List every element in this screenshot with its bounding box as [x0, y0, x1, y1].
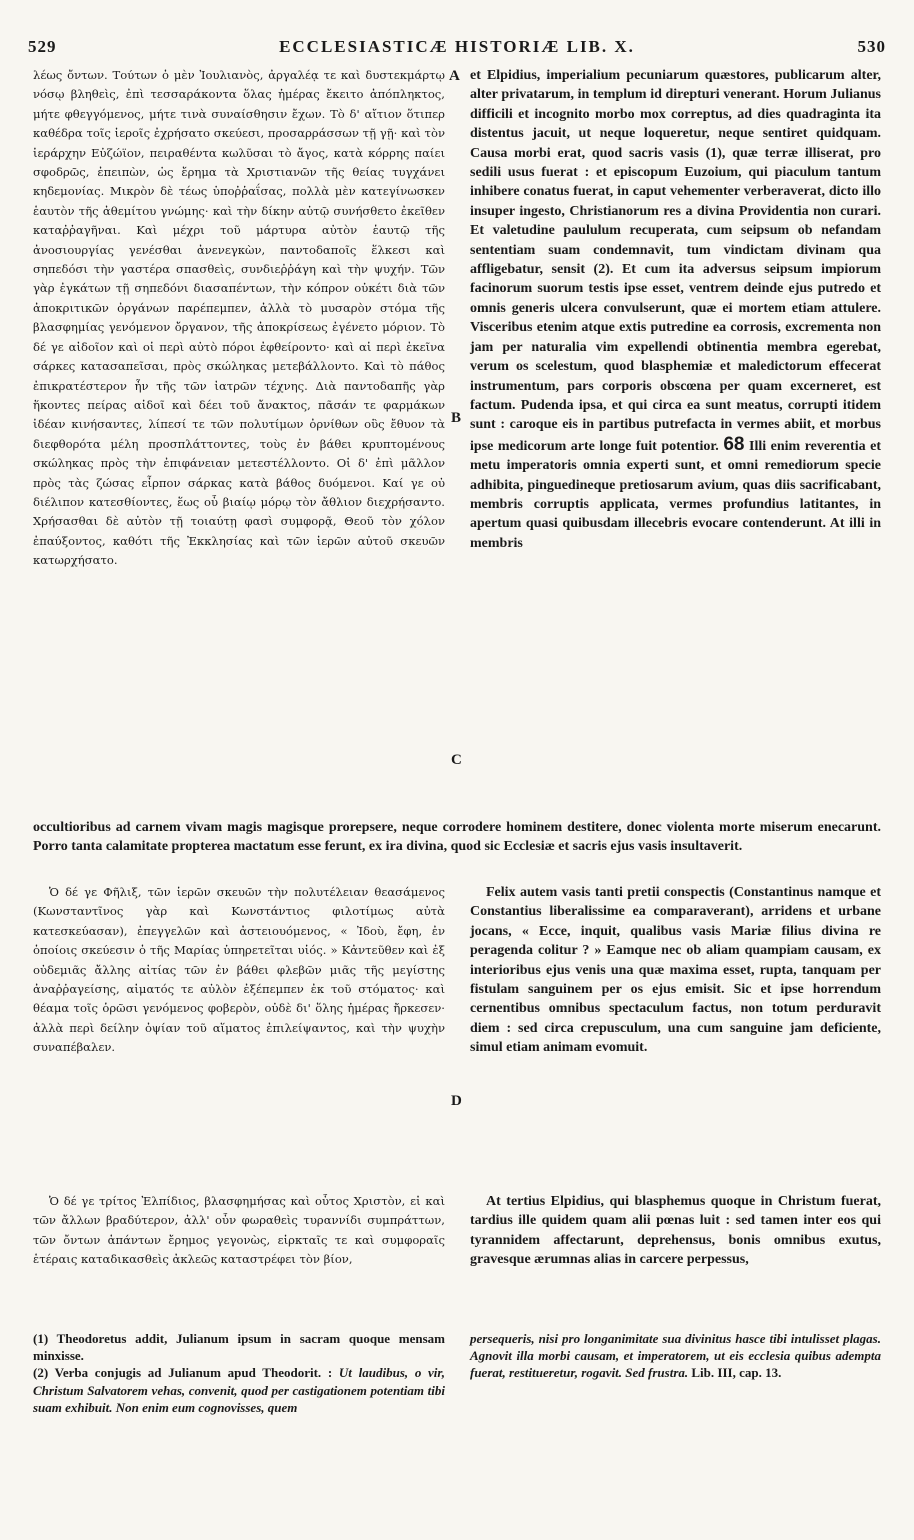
greek-text-elpidius: Ὁ δέ γε τρίτος Ἐλπίδιος, βλασφημήσας καὶ οὗτος Χριστὸν, εἰ καὶ τῶν ἄλλων βραδύτερον, ἀλλ' οὖν φωραθεὶς τυραννίδι συμπράττων, τῶν ὄντων ἁπάντων ἔρημος γεγονὼς, εἱρκταῖς τε καὶ συμφοραῖς ἑτέραις καταδικασθεὶς ἀκλεῶς καταστρέφει τὸν βίον, — [33, 1194, 445, 1267]
greek-column-elpidius — [33, 1192, 445, 1270]
footnote-1: (1) Theodoretus addit, Julianum ipsum in sacram quoque mensam minxisse. — [33, 1331, 445, 1364]
latin-column-top — [470, 66, 881, 553]
column-number: 68 — [723, 433, 745, 455]
footnotes-left — [33, 1330, 445, 1416]
latin-full-width: occultioribus ad carnem vivam magis magisque prorepsere, neque corrodere hominem destitere, donec violenta morte miserum enecarunt. Porro tanta calamitate propterea mactatum esse ferunt, ex ira divina, quod sic Ecclesiæ et sacris ejus vasis insultaverit. — [33, 820, 881, 855]
latin-text-julian-b: Illi enim reverentia et metu imperatoris omnia experti sunt, et omni remediorum specie adhibita, pinguedineque pretiosarum avium, quas diis sacrificabant, membris corruptis applicata, vermes profundius latitantes, in apertum quasi quibusdam illecebris evocare contenderunt. At illi in membris — [470, 438, 882, 551]
greek-column-top — [33, 66, 445, 571]
greek-text-julian: λέως ὄντων. Τούτων ὁ μὲν Ἰουλιανὸς, ἀργαλέᾳ τε καὶ δυστεκμάρτῳ νόσῳ βληθεὶς, ἐπὶ τεσσαράκοντα ὅλας ἡμέρας ἔκειτο ἀπόπληκτος, μήτε φθεγγόμενος, μήτε τινὰ συναίσθησιν ἔχων. Τὸ δ' αἴτιον ὅτιπερ καθέδρα τοῖς ἱεροῖς ἐχρήσατο σκεύεσι, προσαρράσσων τῇ γῇ· καὶ τὸν ἱεράρχην Εὐζώϊον, πειραθέντα κωλῦσαι τὸ ἄγος, κατὰ κόρρης παίει σφοδρῶς, ἐπειπὼν, ὡς ἔρημα τὰ Χριστιανῶν τῆς θείας τυγχάνει κηδεμονίας. Μικρὸν δὲ τέως ὑποῤῥαΐσας, πολλὰ μὲν κατεγίνωσκεν ἑαυτὸν τῆς ἀθεμίτου γνώμης· καὶ τὴν δίκην αὐτῷ συνήσθετο ἐκεῖθεν καταῤῥαγῆναι. Καὶ μέχρι τοῦ μάρτυρα αὐτὸν ἑαυτῷ τῆς ἀνοσιουργίας γενέσθαι ἀνενεγκὼν, παντοδαποῖς ἕλκεσι καὶ σηπεδόσι τὴν γαστέρα σπασθεὶς, συνδιεῤῥάγη καὶ τὴν ψυχήν. Τῶν γὰρ ἐγκάτων τῇ σηπεδόνι διασαπέντων, τὴν κόπρον οὐκέτι διὰ τῶν ἀποκριτικῶν ὀργάνων παρέπεμπεν, ἀλλὰ τὸ μυσαρὸν στόμα τῆς βλασφημίας γενόμενον ὄργανον, τῆς ἀποκρίσεως ἐγένετο μόριον. Τὸ δέ γε αἰδοῖον καὶ οἱ περὶ αὐτὸ πόροι ἐφθείροντο· καὶ αἱ περὶ ἐκεῖνα σάρκες κατασαπεῖσαι, πρὸς σκώληκας μετεβάλλοντο. Καὶ τὸ πάθος ἐπικρατέστερον ἦν τῆς τῶν ἰατρῶν τέχνης. Διὰ παντοδαπῆς γὰρ ἥκοντες πείρας αἰδοῖ καὶ δέει τοῦ ἄνακτος, πᾶσάν τε φαρμάκων ἰδέαν κινήσαντες, λίπεσί τε τῶν πολυτίμων ὀρνίθων οὓς ἔθυον τὰ διεφθορότα μέλη προσπλάττοντες, τοὺς ἐν βάθει κρυπτομένους σκώληκας πρὸς τὴν ἐπιφάνειαν μετεστέλλοντο. Οἱ δ' ἐπὶ μᾶλλον πρὸς τὰς ζώσας εἶρπον σάρκας κατὰ βάθος δυόμενοι. Καί γε οὐ διέλιπον κατεσθίοντες, ἕως οὗ βιαίῳ μόρῳ τὸν ἄθλιον διεχρήσαντο. Χρήσασθαι δὲ αὐτὸν τῇ τοιαύτῃ φασὶ συμφορᾷ, Θεοῦ τὸν χόλον ἐπαύξοντος, καθότι τῆς Ἐκκλησίας καὶ τῶν ἱερῶν αὐτοῦ σκευῶν κατωρχήσατο. — [33, 68, 445, 568]
footnote-2-continued-body: persequeris, nisi pro longanimitate sua divinitus hasce tibi intulisset plagas. Agnovit illa morbi causam, et imperatorem, ut eis ecclesia quibus adempta fuerat, restitueretur, rogavit. Sed frustra. — [470, 1331, 881, 1381]
latin-column-elpidius — [470, 1192, 881, 1270]
footnote-2-body: Ut laudibus, o vir, Christum Salvatorem vehas, convenit, quod per castigationem potentiam tibi suam exhibuit. Non enim eum cognovisses, quem — [33, 1365, 446, 1415]
footnote-2 — [33, 1364, 445, 1416]
latin-column-felix — [470, 883, 881, 1058]
latin-text-felix: Felix autem vasis tanti pretii conspectis (Constantinus namque et Constantius liberalissime ea comparaverant), arridens et urbane jocans, « Ecce, inquit, qualibus vasis Mariæ filius divina re peragenda colitur ? » Eamque nec ob aliam quampiam causam, ex interioribus ejus venis una quæ maxima esset, rupta, tanquam per fistulam sanguinem per os ejus emisit. Sic et ipse horrendum cernentibus omnibus spectaculum factus, non totum perduravit diem : sed circa crepusculum, una cum sanguine jam deficiente, simul etiam animam evomuit. — [470, 885, 881, 1056]
latin-text-elpidius: At tertius Elpidius, qui blasphemus quoque in Christum fuerat, tardius ille quidem quam alii pœnas luit : sed tamen inter eos qui tyrannidem affectarunt, deprehensus, bonis omnibus exutus, gravesque ærumnas alias in carcere perpessus, — [470, 1194, 881, 1268]
footnotes-right — [470, 1330, 881, 1382]
margin-letter-a: A — [449, 68, 460, 84]
greek-text-felix: Ὁ δέ γε Φῆλιξ, τῶν ἱερῶν σκευῶν τὴν πολυτέλειαν θεασάμενος (Κωνσταντῖνος γὰρ καὶ Κωνστάντιος φιλοτίμως αὐτὰ κατεσκεύασαν), ἐπεγγελῶν καὶ ἀστειουόμενος, « Ἰδοὺ, ἔφη, ἐν ὁποίοις σκεύεσιν ὁ τῆς Μαρίας ὑπηρετεῖται υἱός. » Κἀντεῦθεν καὶ ἐξ οὐδεμιᾶς ἄλλης αἰτίας τῶν ἐν βάθει φλεβῶν μιᾶς τῆς μεγίστης ἀναῤῥαγείσης, αἱματός τε αὐλὸν ἐξέπεμπεν ἐκ τοῦ στόματος· καὶ θέαμα τοῖς ὁρῶσι γενόμενος φοβερὸν, οὐδὲ δι' ὅλης ἡμέρας ἤρκεσεν· ἀλλὰ περὶ δείλην ὀψίαν τοῦ αἵματος ἐπιλείψαντος, καὶ τὴν ψυχὴν συναπέβαλεν. — [33, 885, 445, 1055]
margin-letter-b: B — [451, 410, 462, 426]
margin-letter-d: D — [451, 1093, 462, 1109]
margin-letter-c: C — [451, 752, 462, 768]
running-header — [28, 36, 886, 58]
running-title: ECCLESIASTICÆ HISTORIÆ LIB. X. — [279, 37, 635, 56]
latin-text-julian-a: et Elpidius, imperialium pecuniarum quæstores, publicarum alter, alter privatarum, in templum id direpturi venerant. Horum Julianus difficili et incognito morbo mox correptus, ad dies quadraginta ita distentus jacuit, ut neque loqueretur, neque sentiret quidquam. Causa morbi erat, quod sacris vasis (1), quæ terræ illiserat, pro sedili usus fuerat : et episcopum Euzoium, qui piaculum tantum inhibere conatus fuerat, in caput vehementer verberaverat, dicto illo insuper ingesto, Christianorum res a divina Providentia non curari. Et valetudine paululum recuperata, cum seipsum ob nefandam sententiam suam condemnavit, tum vindictam divinam qua affligebatur, sensit (2). Et cum ita adversus seipsum impiorum facinorum suorum testis ipse esset, ventrem deinde ejus putredo et omnis generis ulcera convulserunt, quæ ei mortem etiam attulere. Visceribus etenim atque extis putredine ea corrosis, excrementa non jam per naturalia vim expellendi obtinentia membra egerebat, verum os scelestum, quod blasphemiæ et maledictorum effecerat instrumentum, pars corporis obscœna per quam excerneret, est factum. Pudenda ipsa, et qui circa ea sunt meatus, corrupti itidem sunt : caroque eis in partibus putrefacta in vermes abiit, et morbus ipse medicorum arte longe fuit potentior. — [470, 68, 881, 454]
footnote-2-head: (2) Verba conjugis ad Julianum apud Theodorit. : — [33, 1365, 333, 1381]
page-number-right: 530 — [857, 37, 886, 56]
latin-text-julian — [470, 66, 881, 553]
footnote-2-continued — [470, 1330, 881, 1382]
page-number-left: 529 — [28, 37, 57, 56]
footnote-2-reference: Lib. III, cap. 13. — [691, 1365, 782, 1381]
greek-column-felix — [33, 883, 445, 1058]
